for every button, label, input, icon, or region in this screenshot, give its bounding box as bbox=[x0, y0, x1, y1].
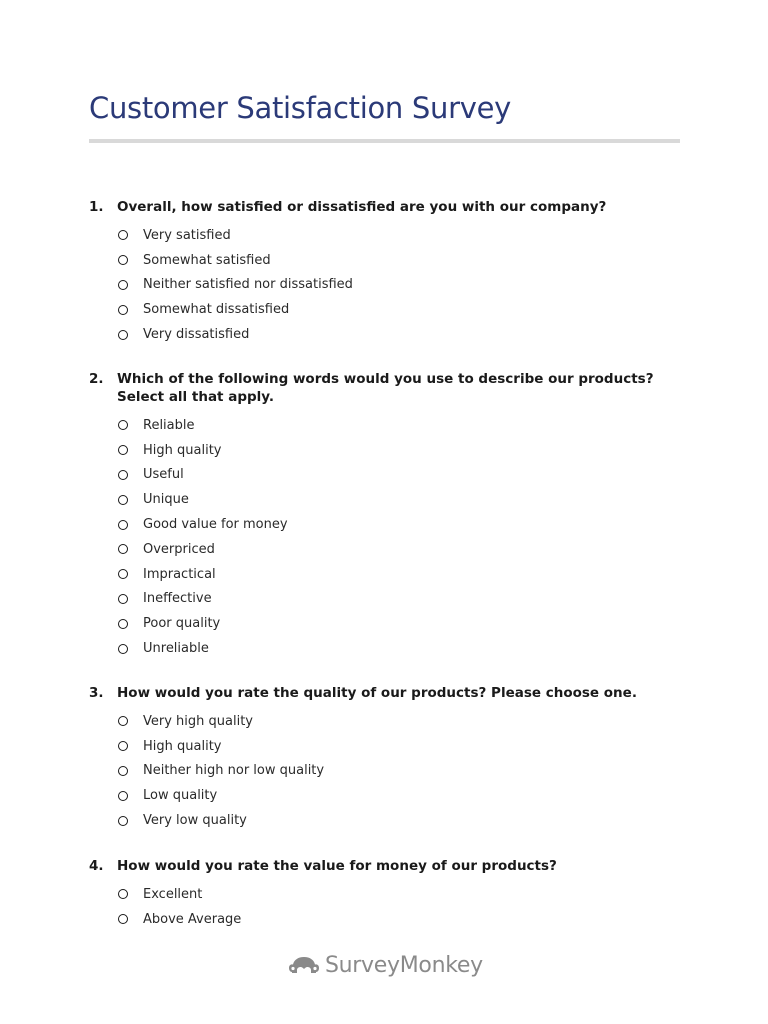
option-item[interactable] bbox=[89, 223, 689, 248]
surveymonkey-logo-icon bbox=[289, 952, 321, 978]
question-1 bbox=[89, 198, 689, 347]
radio-icon[interactable] bbox=[118, 330, 128, 340]
option-label: Ineffective bbox=[143, 591, 212, 607]
option-label: Low quality bbox=[143, 788, 218, 804]
option-label: Neither high nor low quality bbox=[143, 763, 325, 779]
question-4-options bbox=[89, 882, 689, 932]
radio-icon[interactable] bbox=[118, 741, 128, 751]
option-label: Unreliable bbox=[143, 641, 209, 657]
question-4-text bbox=[89, 857, 689, 875]
option-label: Above Average bbox=[143, 911, 242, 927]
surveymonkey-logo bbox=[289, 952, 483, 978]
option-item[interactable] bbox=[89, 636, 689, 661]
logo-wordmark: SurveyMonkey bbox=[325, 952, 483, 978]
radio-icon[interactable] bbox=[118, 255, 128, 265]
option-item[interactable] bbox=[89, 463, 689, 488]
option-item[interactable] bbox=[89, 438, 689, 463]
option-item[interactable] bbox=[89, 783, 689, 808]
question-label: Which of the following words would you use to describe our products? Select all that apply. bbox=[117, 371, 654, 405]
option-label: Somewhat dissatisfied bbox=[143, 302, 290, 318]
option-label: Unique bbox=[143, 492, 189, 508]
radio-icon[interactable] bbox=[118, 889, 128, 899]
question-2-options bbox=[89, 413, 689, 661]
question-2-text bbox=[89, 370, 689, 406]
question-label: Overall, how satisfied or dissatisfied are you with our company? bbox=[117, 199, 607, 215]
question-1-options bbox=[89, 223, 689, 347]
radio-icon[interactable] bbox=[118, 644, 128, 654]
radio-icon[interactable] bbox=[118, 495, 128, 505]
radio-icon[interactable] bbox=[118, 569, 128, 579]
option-item[interactable] bbox=[89, 882, 689, 907]
option-item[interactable] bbox=[89, 273, 689, 298]
question-number: 3. bbox=[89, 685, 104, 701]
question-number: 4. bbox=[89, 858, 104, 874]
option-item[interactable] bbox=[89, 297, 689, 322]
question-4 bbox=[89, 857, 689, 932]
title-divider bbox=[89, 139, 680, 143]
question-number: 1. bbox=[89, 199, 104, 215]
question-label: How would you rate the quality of our products? Please choose one. bbox=[117, 685, 637, 701]
radio-icon[interactable] bbox=[118, 445, 128, 455]
radio-icon[interactable] bbox=[118, 470, 128, 480]
question-3-options bbox=[89, 709, 689, 833]
option-item[interactable] bbox=[89, 808, 689, 833]
option-label: Neither satisfied nor dissatisfied bbox=[143, 277, 353, 293]
option-label: Overpriced bbox=[143, 541, 215, 557]
option-item[interactable] bbox=[89, 413, 689, 438]
option-label: High quality bbox=[143, 442, 222, 458]
option-label: Poor quality bbox=[143, 616, 221, 632]
option-item[interactable] bbox=[89, 734, 689, 759]
option-item[interactable] bbox=[89, 487, 689, 512]
radio-icon[interactable] bbox=[118, 914, 128, 924]
option-label: Very satisfied bbox=[143, 227, 231, 243]
radio-icon[interactable] bbox=[118, 230, 128, 240]
option-item[interactable] bbox=[89, 759, 689, 784]
radio-icon[interactable] bbox=[118, 594, 128, 604]
option-label: Somewhat satisfied bbox=[143, 252, 271, 268]
radio-icon[interactable] bbox=[118, 420, 128, 430]
question-label: How would you rate the value for money of our products? bbox=[117, 858, 557, 874]
option-item[interactable] bbox=[89, 512, 689, 537]
question-3-text bbox=[89, 684, 689, 702]
question-number: 2. bbox=[89, 371, 104, 387]
option-item[interactable] bbox=[89, 322, 689, 347]
option-item[interactable] bbox=[89, 248, 689, 273]
option-item[interactable] bbox=[89, 611, 689, 636]
option-label: Impractical bbox=[143, 566, 216, 582]
option-label: High quality bbox=[143, 738, 222, 754]
radio-icon[interactable] bbox=[118, 280, 128, 290]
option-item[interactable] bbox=[89, 562, 689, 587]
radio-icon[interactable] bbox=[118, 305, 128, 315]
page-title: Customer Satisfaction Survey bbox=[89, 91, 511, 125]
radio-icon[interactable] bbox=[118, 816, 128, 826]
option-label: Useful bbox=[143, 467, 184, 483]
option-item[interactable] bbox=[89, 907, 689, 932]
option-label: Very dissatisfied bbox=[143, 327, 250, 343]
radio-icon[interactable] bbox=[118, 544, 128, 554]
option-item[interactable] bbox=[89, 537, 689, 562]
radio-icon[interactable] bbox=[118, 619, 128, 629]
option-label: Good value for money bbox=[143, 517, 288, 533]
option-label: Very low quality bbox=[143, 813, 247, 829]
option-item[interactable] bbox=[89, 587, 689, 612]
radio-icon[interactable] bbox=[118, 716, 128, 726]
question-1-text bbox=[89, 198, 689, 216]
radio-icon[interactable] bbox=[118, 520, 128, 530]
question-2 bbox=[89, 370, 689, 661]
option-label: Very high quality bbox=[143, 713, 253, 729]
option-label: Excellent bbox=[143, 886, 203, 902]
radio-icon[interactable] bbox=[118, 791, 128, 801]
option-item[interactable] bbox=[89, 709, 689, 734]
radio-icon[interactable] bbox=[118, 766, 128, 776]
option-label: Reliable bbox=[143, 417, 195, 433]
question-3 bbox=[89, 684, 689, 833]
